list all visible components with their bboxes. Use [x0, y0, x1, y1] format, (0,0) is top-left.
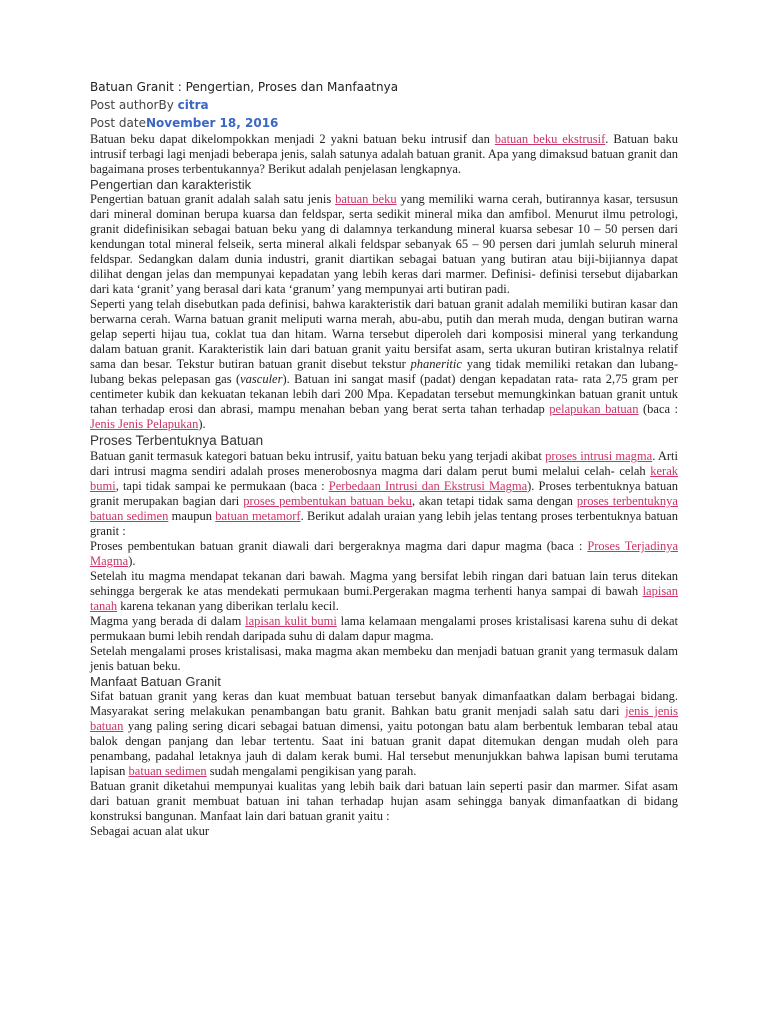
- paragraph: [90, 449, 678, 539]
- date-label: Post date: [90, 116, 146, 130]
- text: Magma yang berada di dalam: [90, 614, 246, 628]
- article: [90, 78, 678, 839]
- paragraph: [90, 297, 678, 432]
- link-proses-intrusi-magma[interactable]: proses intrusi magma: [545, 449, 653, 463]
- text: Batuan ganit termasuk kategori batuan beku intrusif, yaitu batuan beku yang terjadi akibat: [90, 449, 546, 463]
- paragraph: [90, 644, 678, 674]
- link-jenis-jenis-batuan[interactable]: jenis jenis batuan: [90, 704, 679, 733]
- text: ).: [128, 554, 136, 568]
- article-title: Batuan Granit : Pengertian, Proses dan Manfaatnya: [90, 80, 399, 94]
- text: Sifat batuan granit yang keras dan kuat membuat batuan tersebut banyak dimanfaatkan dalam berbagai bidang. Masyarakat sering melakukan penambangan batu granit. Bahkan batu granit menjadi salah satu dari: [90, 689, 678, 718]
- post-date: [90, 114, 678, 132]
- author-label: Post authorBy: [90, 98, 178, 112]
- section-heading-proses: Proses Terbentuknya Batuan: [90, 433, 264, 448]
- text: Proses pembentukan batuan granit diawali dari bergeraknya magma dari dapur magma (baca :: [90, 539, 588, 553]
- paragraph: [90, 569, 678, 614]
- text: ).: [198, 417, 206, 431]
- text: Setelah itu magma mendapat tekanan dari bawah. Magma yang bersifat lebih ringan dari batuan lain terus ditekan sehingga bergerak ke atas mendekati permukaan bumi.Pergerakan magma terhenti hanya sampai di bawah: [90, 569, 678, 598]
- text: ). Proses terbentuknya batuan granit merupakan bagian dari: [90, 479, 678, 508]
- paragraph: [90, 192, 678, 297]
- link-proses-pembentukan-batuan-beku[interactable]: proses pembentukan batuan beku: [243, 494, 412, 508]
- paragraph: [90, 614, 678, 644]
- date-link[interactable]: November 18, 2016: [145, 116, 279, 130]
- text: (baca :: [638, 402, 679, 416]
- text: , tapi tidak sampai ke permukaan (baca :: [115, 479, 329, 493]
- text: Batuan granit diketahui mempunyai kualitas yang lebih baik dari batuan lain seperti pasir dan marmer. Sifat asam dari batuan granit membuat batuan ini tahan terhadap hujan asam sehingga banyak dimanfaatkan di bidang konstruksi bangunan. Manfaat lain dari batuan granit yaitu :: [90, 779, 678, 823]
- text: lama kelamaan mengalami proses kristalisasi karena suhu di dekat permukaan bumi lebih rendah daripada suhu di dalam dapur magma.: [90, 614, 678, 643]
- text: yang memiliki warna cerah, butirannya kasar, tersusun dari mineral dominan berupa kuarsa dan feldspar, serta sedikit mineral mika dan amfibol. Menurut ilmu petrologi, granit didefinisikan sebagai batuan beku yang di dalamnya terkandung mineral kuarsa sebesar 10 – 50 persen dari kendungan total mineral felseik, serta mineral alkali feldspar sebanyak 65 – 90 persen dari jumlah seluruh mineral feldspar. Sedangkan dalam dunia industri, granit diartikan sebagai batuan yang butiran atau biji-bijiannya dapat dilihat dengan jelas dan mempunyai kepadatan yang lebih keras dari marmer. Definisi- definisi tersebut dijabarkan dari kata ‘granit’ yang berasal dari kata ‘granum’ yang mempunyai arti butiran padi.: [90, 192, 678, 296]
- text: Pengertian batuan granit adalah salah satu jenis: [90, 192, 336, 206]
- link-batuan-beku[interactable]: batuan beku: [335, 192, 397, 206]
- link-batuan-beku-ekstrusif[interactable]: batuan beku ekstrusif: [494, 132, 606, 146]
- paragraph: [90, 539, 678, 569]
- paragraph: [90, 779, 678, 824]
- link-batuan-metamorf[interactable]: batuan metamorf: [215, 509, 301, 523]
- text: . Arti dari intrusi magma sendiri adalah proses menerobosnya magma dari dalam perut bumi melalui celah- celah: [90, 449, 678, 478]
- intro-paragraph: [90, 132, 678, 177]
- text: . Batuan baku intrusif terbagi lagi menjadi beberapa jenis, salah satunya adalah batuan granit. Apa yang dimaksud batuan granit dan bagaimana proses terbentukannya? Berikut adalah penjelasan lengkapnya.: [90, 132, 678, 176]
- italic-term: phaneritic: [410, 357, 462, 371]
- link-perbedaan-intrusi-ekstrusi[interactable]: Perbedaan Intrusi dan Ekstrusi Magma: [328, 479, 528, 493]
- paragraph: [90, 689, 678, 779]
- text: yang paling sering dicari sebagai batuan dimensi, yaitu potongan batu alam berbentuk lembaran tebal atau balok dengan panjang dan lebar tertentu. Saat ini batuan granit dapat ditemukan dengan mudah oleh para penambang, padahal letaknya jauh di dalam kerak bumi. Hal tersebut menunjukkan bahwa lapisan bumi terutama lapisan: [90, 719, 678, 778]
- text: Batuan beku dapat dikelompokkan menjadi 2 yakni batuan beku intrusif dan: [90, 132, 495, 146]
- section-heading-manfaat: Manfaat Batuan Granit: [90, 674, 221, 689]
- text: Seperti yang telah disebutkan pada definisi, bahwa karakteristik dari batuan granit adalah memiliki butiran kasar dan berwarna cerah. Warna batuan granit meliputi warna merah, abu-abu, putih dan merah muda, dengan butiran warna gelap seperti hijau tua, coklat tua dan hitam. Warna tersebut diperoleh dari komposisi mineral yang terkandung dalam batuan granit. Karakteristik lain dari batuan granit yaitu bersifat asam, serta ukuran butiran kristalnya relatif sama dan besar. Tekstur butiran batuan granit disebut tekstur: [90, 297, 678, 371]
- section-heading-pengertian: Pengertian dan karakteristik: [90, 177, 252, 192]
- paragraph: [90, 824, 678, 839]
- link-kerak-bumi[interactable]: kerak bumi: [90, 464, 678, 493]
- link-jenis-jenis-pelapukan[interactable]: Jenis Jenis Pelapukan: [90, 417, 199, 431]
- link-pelapukan-batuan[interactable]: pelapukan batuan: [549, 402, 639, 416]
- author-link[interactable]: citra: [177, 98, 209, 112]
- text: sudah mengalami pengikisan yang parah.: [206, 764, 417, 778]
- text: karena tekanan yang diberikan terlalu kecil.: [117, 599, 339, 613]
- text: Sebagai acuan alat ukur: [90, 824, 210, 838]
- link-lapisan-tanah[interactable]: lapisan tanah: [90, 584, 678, 613]
- text: yang tidak memiliki retakan dan lubang- lubang bekas pelepasan gas (: [90, 357, 678, 386]
- text: maupun: [168, 509, 216, 523]
- link-proses-terjadinya-magma[interactable]: Proses Terjadinya Magma: [90, 539, 678, 568]
- italic-term: vasculer: [240, 372, 283, 386]
- link-proses-terbentuknya-batuan-sedimen[interactable]: proses terbentuknya batuan sedimen: [90, 494, 678, 523]
- text: . Berikut adalah uraian yang lebih jelas tentang proses terbentuknya batuan granit :: [90, 509, 678, 538]
- text: , akan tetapi tidak sama dengan: [411, 494, 577, 508]
- link-lapisan-kulit-bumi[interactable]: lapisan kulit bumi: [245, 614, 337, 628]
- text: Setelah mengalami proses kristalisasi, maka magma akan membeku dan menjadi batuan granit yang termasuk dalam jenis batuan beku.: [90, 644, 678, 673]
- link-batuan-sedimen[interactable]: batuan sedimen: [128, 764, 207, 778]
- post-author: [90, 96, 678, 114]
- text: ). Batuan ini sangat masif (padat) dengan kepadatan rata- rata 2,75 gram per centimeter kubik dan kekuatan tekanan lebih dari 200 Mpa. Kepadatan tersebut memungkinkan batuan granit untuk tahan terhadap erosi dan abrasi, mampu menahan beban yang berat serta tahan terhadap: [90, 372, 678, 416]
